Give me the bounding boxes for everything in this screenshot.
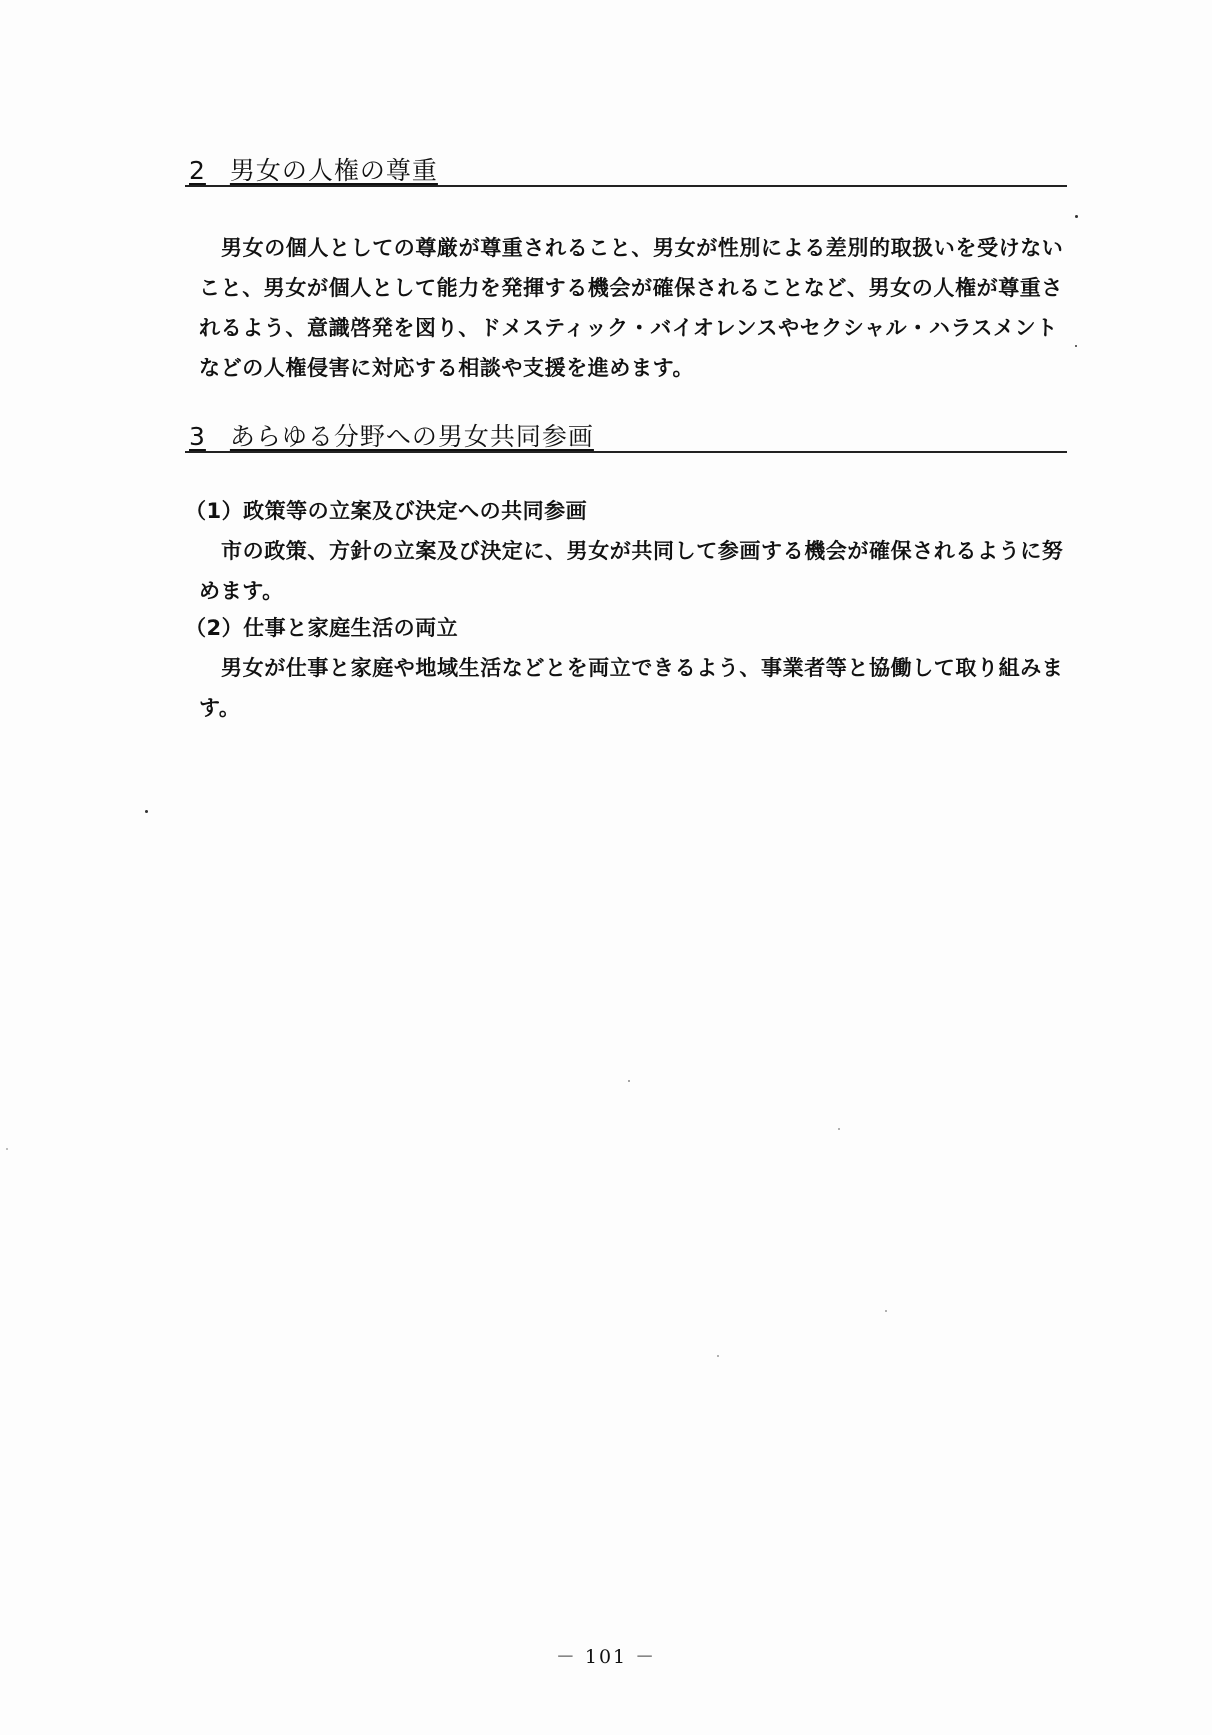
page-number: － 101 － xyxy=(555,1646,657,1668)
subsection-2-line-2: す。 xyxy=(199,696,241,720)
section-3-number: 3 xyxy=(189,422,206,451)
section-2-title: 男女の人権の尊重 xyxy=(229,156,438,185)
subsection-1-line-1: 市の政策、方針の立案及び決定に、男女が共同して参画する機会が確保されるように努 xyxy=(221,539,1064,563)
scan-speck xyxy=(628,1080,630,1082)
section-3-title: あらゆる分野への男女共同参画 xyxy=(229,422,594,451)
scan-speck xyxy=(885,1310,887,1312)
section-2-line-2: こと、男女が個人として能力を発揮する機会が確保されることなど、男女の人権が尊重さ xyxy=(199,276,1063,300)
scan-speck xyxy=(1075,215,1078,218)
section-2-line-1: 男女の個人としての尊厳が尊重されること、男女が性別による差別的取扱いを受けない xyxy=(221,236,1064,260)
section-2-line-4: などの人権侵害に対応する相談や支援を進めます。 xyxy=(199,356,695,380)
scan-speck xyxy=(717,1355,719,1357)
section-2-number: 2 xyxy=(189,156,206,185)
scan-speck xyxy=(145,810,148,813)
scan-speck xyxy=(838,1128,840,1130)
section-2-heading xyxy=(185,151,1067,187)
scan-speck xyxy=(1075,345,1077,347)
section-3-heading xyxy=(185,417,1067,453)
subsection-1-heading: （1）政策等の立案及び決定への共同参画 xyxy=(185,499,588,523)
subsection-1-line-2: めます。 xyxy=(199,579,284,603)
scan-speck xyxy=(6,1148,8,1150)
subsection-2-line-1: 男女が仕事と家庭や地域生活などとを両立できるよう、事業者等と協働して取り組みま xyxy=(221,656,1064,680)
section-2-line-3: れるよう、意識啓発を図り、ドメスティック・バイオレンスやセクシャル・ハラスメント xyxy=(199,316,1058,340)
subsection-2-heading: （2）仕事と家庭生活の両立 xyxy=(185,616,459,640)
